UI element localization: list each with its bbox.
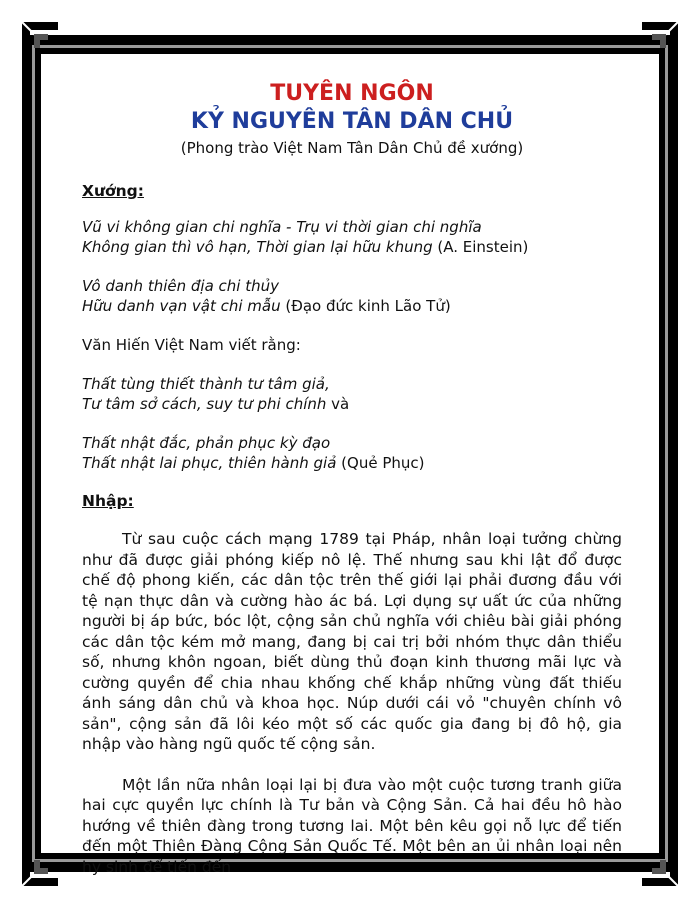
verse-italic: Không gian thì vô hạn, Thời gian lại hữu khung bbox=[82, 238, 433, 256]
frame-top-inner bbox=[32, 48, 668, 54]
verse-italic: Vô danh thiên địa chi thủy bbox=[82, 277, 279, 295]
verse-italic: Hữu danh vạn vật chi mẫu bbox=[82, 297, 281, 315]
section-heading-xuong: Xướng: bbox=[82, 182, 144, 200]
verse-attribution: và bbox=[326, 395, 350, 413]
frame-top-outer bbox=[22, 35, 678, 45]
frame-left-outer bbox=[22, 35, 32, 872]
verse-attribution: (A. Einstein) bbox=[432, 238, 529, 256]
verse-italic: Vũ vi không gian chi nghĩa - Trụ vi thời gian chi nghĩa bbox=[82, 218, 482, 236]
section-heading-nhap: Nhập: bbox=[82, 492, 134, 510]
title-line-2: KỶ NGUYÊN TÂN DÂN CHỦ bbox=[190, 109, 514, 134]
verse-line bbox=[82, 453, 622, 473]
verse-attribution: (Quẻ Phục) bbox=[336, 454, 425, 472]
verse-line bbox=[82, 237, 622, 257]
intro-line: Văn Hiến Việt Nam viết rằng: bbox=[82, 336, 301, 354]
title-line-1: TUYÊN NGÔN bbox=[270, 81, 434, 106]
verse-italic: Thất tùng thiết thành tư tâm giả, bbox=[82, 375, 330, 393]
body-paragraph-2: Một lần nữa nhân loại lại bị đưa vào một cuộc tương tranh giữa hai cực quyền lực chính là Tư bản và Cộng Sản. Cả hai đều hô hào hướng về thiên đàng trong tương lai. Một bên kêu gọi nỗ lực để tiến đến một Thiên Đàng Cộng Sản Quốc Tế. Một bên an ủi nhân loại nên hy sinh để tiến đến bbox=[82, 775, 622, 876]
verse-attribution: (Đạo đức kinh Lão Tử) bbox=[280, 297, 451, 315]
frame-right-gap bbox=[665, 45, 668, 862]
corner-ornament-bottom-left-icon bbox=[18, 846, 62, 890]
verse-line bbox=[82, 374, 622, 394]
verse-line bbox=[82, 296, 622, 316]
body-paragraph-1: Từ sau cuộc cách mạng 1789 tại Pháp, nhân loại tưởng chừng như đã được giải phóng kiếp nô lệ. Thế nhưng sau khi lật đổ được chế độ phong kiến, các dân tộc trên thế giới lại phải đương đầu với tệ nạn thực dân và cường hào ác bá. Lợi dụng sự uất ức của những người bị áp bức, bóc lột, cộng sản chủ nghĩa với chiêu bài giải phóng các dân tộc kém mở mang, đang bị cai trị bởi nhóm thực dân thiểu số, nhưng khôn ngoan, biết dùng thủ đoạn kinh thương mãi lực và cường quyền để chia nhau khống chế khắp những vùng đất thiếu ánh sáng dân chủ và khoa học. Núp dưới cái vỏ "chuyên chính vô sản", cộng sản đã lôi kéo một số các quốc gia đang bị đô hộ, gia nhập vào hàng ngũ quốc tế cộng sản. bbox=[82, 530, 622, 753]
verse-line bbox=[82, 217, 622, 237]
frame-left-inner bbox=[35, 48, 41, 859]
subtitle: (Phong trào Việt Nam Tân Dân Chủ đề xướng) bbox=[180, 139, 524, 157]
verse-italic: Thất nhật đắc, phản phục kỳ đạo bbox=[82, 434, 331, 452]
verse-italic: Tư tâm sở cách, suy tư phi chính bbox=[82, 395, 327, 413]
frame-right-inner bbox=[659, 48, 665, 859]
corner-ornament-bottom-right-icon bbox=[638, 846, 682, 890]
frame-right-outer bbox=[668, 35, 678, 872]
verse-italic: Thất nhật lai phục, thiên hành giả bbox=[82, 454, 337, 472]
corner-ornament-top-left-icon bbox=[18, 18, 62, 62]
verse-line bbox=[82, 276, 622, 296]
verse-line bbox=[82, 394, 622, 414]
corner-ornament-top-right-icon bbox=[638, 18, 682, 62]
document-page bbox=[82, 80, 622, 877]
verse-line bbox=[82, 433, 622, 453]
